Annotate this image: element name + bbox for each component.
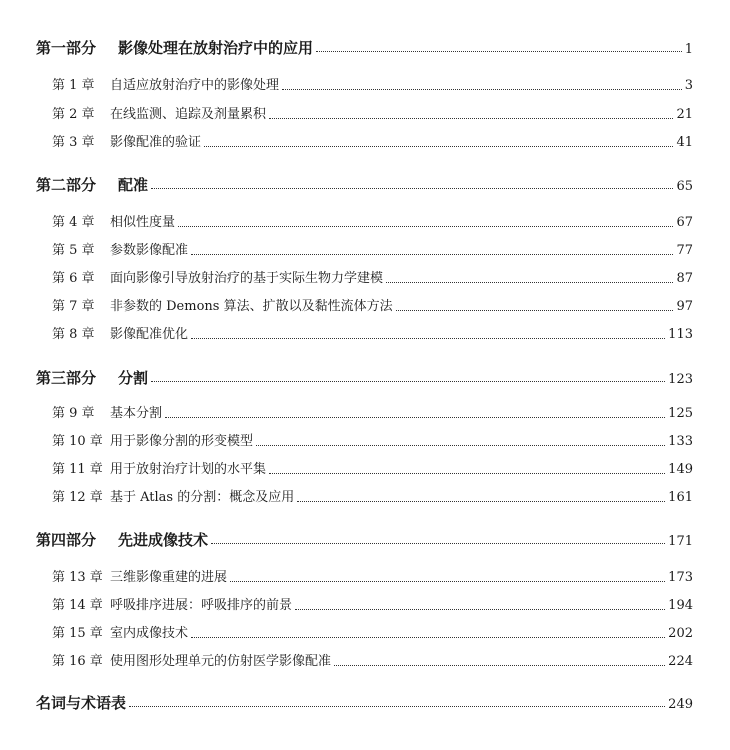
chapter-title: 基于 Atlas 的分割：概念及应用 — [110, 490, 295, 505]
page-number: 41 — [676, 135, 693, 150]
page-number: 97 — [676, 299, 693, 314]
chapter-title: 使用图形处理单元的仿射医学影像配准 — [110, 654, 332, 669]
toc-chapter-entry[interactable] — [52, 325, 693, 345]
page-number: 149 — [668, 462, 693, 477]
part-label: 第二部分 — [36, 176, 97, 194]
toc-chapter-entry[interactable] — [52, 213, 693, 233]
chapter-title: 影像配准优化 — [110, 327, 189, 342]
chapter-label: 第 2 章 — [52, 107, 95, 122]
part-label: 第一部分 — [36, 39, 97, 57]
toc-part-entry[interactable] — [36, 529, 693, 551]
chapter-label: 第 1 章 — [52, 78, 95, 93]
chapter-title: 参数影像配准 — [110, 243, 189, 258]
dot-leader — [386, 281, 673, 283]
dot-leader — [269, 472, 665, 474]
dot-leader — [178, 225, 673, 227]
chapter-label: 第 6 章 — [52, 271, 95, 286]
dot-leader — [230, 580, 665, 582]
toc-chapter-entry[interactable] — [52, 460, 693, 480]
dot-leader — [282, 88, 682, 90]
chapter-label: 第 12 章 — [52, 490, 103, 505]
part-title: 配准 — [118, 176, 149, 194]
page-number: 65 — [676, 179, 693, 194]
toc-part-entry[interactable] — [36, 367, 693, 389]
part-label: 第四部分 — [36, 531, 97, 549]
page-number: 194 — [668, 598, 693, 613]
dot-leader — [396, 309, 674, 311]
chapter-title: 非参数的 Demons 算法、扩散以及黏性流体方法 — [110, 299, 393, 314]
dot-leader — [204, 145, 673, 147]
toc-chapter-entry[interactable] — [52, 297, 693, 317]
chapter-label: 第 3 章 — [52, 135, 95, 150]
dot-leader — [191, 636, 665, 638]
part-label: 第三部分 — [36, 369, 97, 387]
chapter-label: 第 13 章 — [52, 570, 103, 585]
dot-leader — [269, 117, 673, 119]
chapter-title: 在线监测、追踪及剂量累积 — [110, 107, 267, 122]
toc-part-entry[interactable] — [36, 174, 693, 196]
page-number: 173 — [668, 570, 693, 585]
dot-leader — [129, 705, 665, 707]
toc-chapter-entry[interactable] — [52, 624, 693, 644]
dot-leader — [151, 380, 665, 382]
toc-part-entry[interactable] — [36, 692, 693, 714]
dot-leader — [334, 664, 665, 666]
toc-chapter-entry[interactable] — [52, 76, 693, 96]
chapter-label: 第 15 章 — [52, 626, 103, 641]
toc-chapter-entry[interactable] — [52, 241, 693, 261]
page-number: 224 — [668, 654, 693, 669]
page-number: 161 — [668, 490, 693, 505]
page-number: 171 — [668, 534, 693, 549]
part-title: 名词与术语表 — [36, 694, 127, 712]
chapter-title: 用于放射治疗计划的水平集 — [110, 462, 267, 477]
dot-leader — [211, 542, 665, 544]
chapter-title: 相似性度量 — [110, 215, 176, 230]
dot-leader — [297, 500, 665, 502]
page-number: 113 — [668, 327, 693, 342]
dot-leader — [191, 253, 673, 255]
page-number: 249 — [668, 697, 693, 712]
chapter-label: 第 9 章 — [52, 406, 95, 421]
dot-leader — [165, 416, 665, 418]
page-number: 202 — [668, 626, 693, 641]
dot-leader — [191, 337, 665, 339]
part-title: 影像处理在放射治疗中的应用 — [118, 39, 314, 57]
dot-leader — [316, 50, 682, 52]
chapter-title: 面向影像引导放射治疗的基于实际生物力学建模 — [110, 271, 384, 286]
chapter-label: 第 7 章 — [52, 299, 95, 314]
chapter-label: 第 11 章 — [52, 462, 103, 477]
chapter-label: 第 16 章 — [52, 654, 103, 669]
chapter-title: 基本分割 — [110, 406, 163, 421]
dot-leader — [151, 187, 673, 189]
chapter-title: 用于影像分割的形变模型 — [110, 434, 254, 449]
chapter-title: 呼吸排序进展：呼吸排序的前景 — [110, 598, 293, 613]
toc-chapter-entry[interactable] — [52, 269, 693, 289]
page-number: 1 — [684, 42, 693, 57]
chapter-label: 第 5 章 — [52, 243, 95, 258]
page-number: 133 — [668, 434, 693, 449]
toc-chapter-entry[interactable] — [52, 404, 693, 424]
toc-chapter-entry[interactable] — [52, 568, 693, 588]
chapter-label: 第 10 章 — [52, 434, 103, 449]
page-number: 123 — [668, 372, 693, 387]
part-title: 分割 — [118, 369, 149, 387]
page-number: 125 — [668, 406, 693, 421]
page-number: 87 — [676, 271, 693, 286]
dot-leader — [256, 444, 665, 446]
toc-chapter-entry[interactable] — [52, 488, 693, 508]
page-number: 77 — [676, 243, 693, 258]
toc-chapter-entry[interactable] — [52, 432, 693, 452]
toc-chapter-entry[interactable] — [52, 652, 693, 672]
chapter-label: 第 14 章 — [52, 598, 103, 613]
chapter-label: 第 8 章 — [52, 327, 95, 342]
toc-chapter-entry[interactable] — [52, 596, 693, 616]
chapter-label: 第 4 章 — [52, 215, 95, 230]
chapter-title: 三维影像重建的进展 — [110, 570, 228, 585]
toc-part-entry[interactable] — [36, 37, 693, 59]
part-title: 先进成像技术 — [118, 531, 209, 549]
chapter-title: 室内成像技术 — [110, 626, 189, 641]
page-number: 67 — [676, 215, 693, 230]
page-number: 3 — [684, 78, 693, 93]
chapter-title: 自适应放射治疗中的影像处理 — [110, 78, 280, 93]
chapter-title: 影像配准的验证 — [110, 135, 202, 150]
dot-leader — [295, 608, 665, 610]
toc-chapter-entry[interactable] — [52, 105, 693, 125]
page-number: 21 — [676, 107, 693, 122]
toc-chapter-entry[interactable] — [52, 133, 693, 153]
